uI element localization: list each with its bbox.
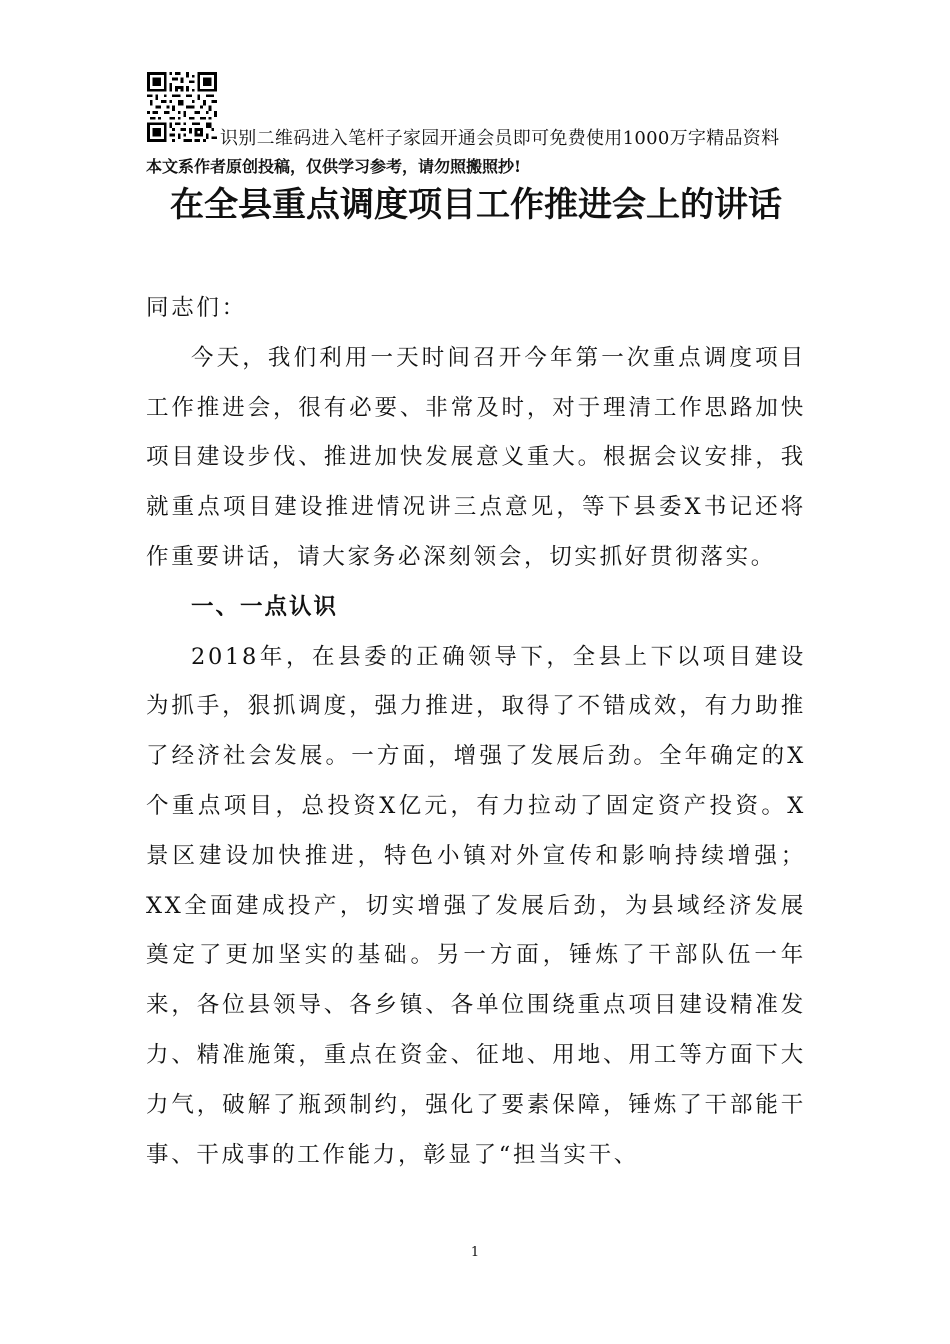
paragraph: 今天，我们利用一天时间召开今年第一次重点调度项目工作推进会，很有必要、非常及时，对于理清工作思路加快项目建设步伐、推进加快发展意义重大。根据会议安排，我就重点项目建设推进情况讲三点意见，等下县委X书记还将作重要讲话，请大家务必深刻领会，切实抓好贯彻落实。	[146, 344, 806, 570]
document-body	[146, 284, 806, 1180]
section-heading: 一、一点认识	[191, 593, 339, 620]
paragraph: 2018年，在县委的正确领导下，全县上下以项目建设为抓手，狠抓调度，强力推进，取得了不错成效，有力助推了经济社会发展。一方面，增强了发展后劲。全年确定的X个重点项目，总投资X亿元，有力拉动了固定资产投资。X景区建设加快推进，特色小镇对外宣传和影响持续增强；XX全面建成投产，切实增强了发展后劲，为县域经济发展奠定了更加坚实的基础。另一方面，锤炼了干部队伍一年来，各位县领导、各乡镇、各单位围绕重点项目建设精准发力、精准施策，重点在资金、征地、用地、用工等方面下大力气，破解了瓶颈制约，强化了要素保障，锤炼了干部能干事、干成事的工作能力，彰显了“担当实干、	[146, 643, 806, 1168]
promo-text: 识别二维码进入笔杆子家园开通会员即可免费使用1000万字精品资料	[220, 128, 780, 149]
greeting: 同志们：	[146, 295, 247, 321]
page-number: 1	[470, 1245, 480, 1260]
copyright-notice: 本文系作者原创投稿，仅供学习参考，请勿照搬照抄!	[146, 157, 522, 176]
qr-code-icon	[146, 72, 218, 142]
document-title: 在全县重点调度项目工作推进会上的讲话	[170, 185, 782, 225]
